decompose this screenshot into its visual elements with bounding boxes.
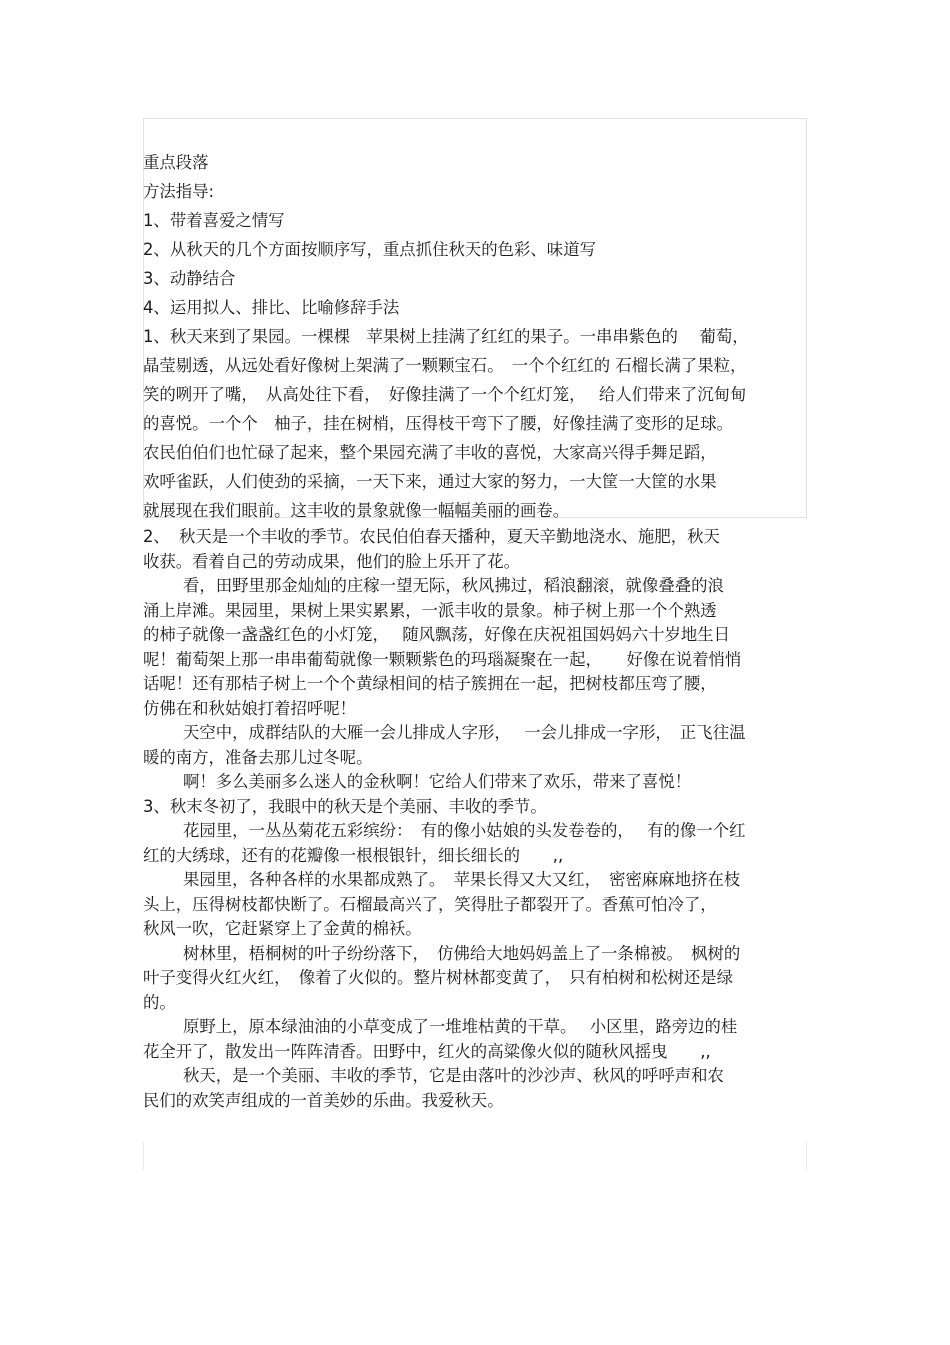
- paragraph-line: 仿佛在和秋姑娘打着招呼呢！: [143, 698, 357, 718]
- paragraph-line: 呢！葡萄架上那一串串葡萄就像一颗颗紫色的玛瑙凝聚在一起， 好像在说着悄悄: [143, 649, 742, 669]
- page-edge-left: [143, 1142, 144, 1170]
- paragraph-line: 3、秋末冬初了，我眼中的秋天是个美丽、丰收的季节。: [143, 796, 547, 816]
- method-heading: 方法指导:: [143, 182, 215, 201]
- method-item: 4、运用拟人、排比、比喻修辞手法: [143, 298, 400, 317]
- paragraph-line: 涌上岸滩。果园里，果树上果实累累，一派丰收的景象。柿子树上那一个个熟透: [143, 600, 717, 620]
- paragraph-line: 1、秋天来到了果园。一棵棵 苹果树上挂满了红红的果子。一串串紫色的 葡萄，: [143, 327, 749, 346]
- page-edge-right: [806, 1142, 807, 1170]
- paragraph-line: 花园里，一丛丛菊花五彩缤纷： 有的像小姑娘的头发卷卷的， 有的像一个红: [183, 821, 746, 840]
- paragraph-line: 笑的咧开了嘴， 从高处往下看， 好像挂满了一个个红灯笼， 给人们带来了沉甸甸: [143, 385, 747, 404]
- paragraph-text: 秋天是一个丰收的季节。农民伯伯春天播种，夏天辛勤地浇水、施肥，秋天: [179, 527, 720, 546]
- paragraph-line: 看，田野里那金灿灿的庄稼一望无际，秋风拂过，稻浪翻滚，就像叠叠的浪: [183, 576, 724, 595]
- document-body: [143, 148, 807, 1113]
- paragraph-line: 原野上，原本绿油油的小草变成了一堆堆枯黄的干草。 小区里，路旁边的桂: [183, 1017, 738, 1036]
- paragraph-line: 的喜悦。一个个 柚子，挂在树梢，压得枝干弯下了腰，好像挂满了变形的足球。: [143, 414, 734, 433]
- paragraph-line: 果园里，各种各样的水果都成熟了。 苹果长得又大又红， 密密麻麻地挤在枝: [183, 870, 741, 889]
- paragraph-line: 秋风一吹，它赶紧穿上了金黄的棉袄。: [143, 919, 422, 938]
- paragraph-line: 欢呼雀跃，人们使劲的采摘，一天下来，通过大家的努力，一大筐一大筐的水果: [143, 472, 717, 491]
- paragraph-line: 收获。看着自己的劳动成果，他们的脸上乐开了花。: [143, 551, 520, 571]
- method-item: 2、从秋天的几个方面按顺序写，重点抓住秋天的色彩、味道写: [143, 240, 596, 259]
- paragraph-line: 啊！多么美丽多么迷人的金秋啊！它给人们带来了欢乐，带来了喜悦！: [183, 772, 692, 791]
- method-item: 1、带着喜爱之情写: [143, 211, 285, 230]
- paragraph-line: 头上，压得树枝都快断了。石榴最高兴了，笑得肚子都裂开了。香蕉可怕冷了，: [143, 894, 717, 914]
- paragraph-line: [143, 525, 807, 550]
- document-title: 重点段落: [143, 153, 209, 172]
- paragraph-line: 民们的欢笑声组成的一首美妙的乐曲。我爱秋天。: [143, 1090, 504, 1110]
- section-number: 2、: [143, 527, 170, 546]
- paragraph-line: 树林里，梧桐树的叶子纷纷落下， 仿佛给大地妈妈盖上了一条棉被。 枫树的: [183, 943, 741, 963]
- paragraph-line: 的柿子就像一盏盏红色的小灯笼， 随风飘荡，好像在庆祝祖国妈妈六十岁地生日: [143, 625, 731, 644]
- method-item: 3、动静结合: [143, 269, 236, 288]
- paragraph-line: 叶子变得火红火红， 像着了火似的。整片树林都变黄了， 只有柏树和松树还是绿: [143, 968, 734, 987]
- paragraph-line: 的。: [143, 992, 176, 1012]
- paragraph-line: 天空中，成群结队的大雁一会儿排成人字形， 一会儿排成一字形， 正飞往温: [183, 723, 746, 742]
- paragraph-line: 晶莹剔透，从远处看好像树上架满了一颗颗宝石。 一个个红红的 石榴长满了果粒，: [143, 356, 747, 375]
- paragraph-line: 花全开了，散发出一阵阵清香。田野中，红火的高粱像火似的随秋风摇曳 ,,: [143, 1041, 711, 1061]
- paragraph-line: 红的大绣球，还有的花瓣像一根根银针，细长细长的 ,,: [143, 845, 564, 865]
- paragraph-line: 话呢！还有那桔子树上一个个黄绿相间的桔子簇拥在一起，把树枝都压弯了腰，: [143, 674, 717, 693]
- paragraph-line: 农民伯伯们也忙碌了起来，整个果园充满了丰收的喜悦，大家高兴得手舞足蹈，: [143, 443, 717, 462]
- paragraph-line: 秋天，是一个美丽、丰收的季节，它是由落叶的沙沙声、秋风的呼呼声和农: [183, 1066, 724, 1085]
- paragraph-line: 就展现在我们眼前。这丰收的景象就像一幅幅美丽的画卷。: [143, 501, 570, 520]
- paragraph-line: 暖的南方，准备去那儿过冬呢。: [143, 747, 373, 767]
